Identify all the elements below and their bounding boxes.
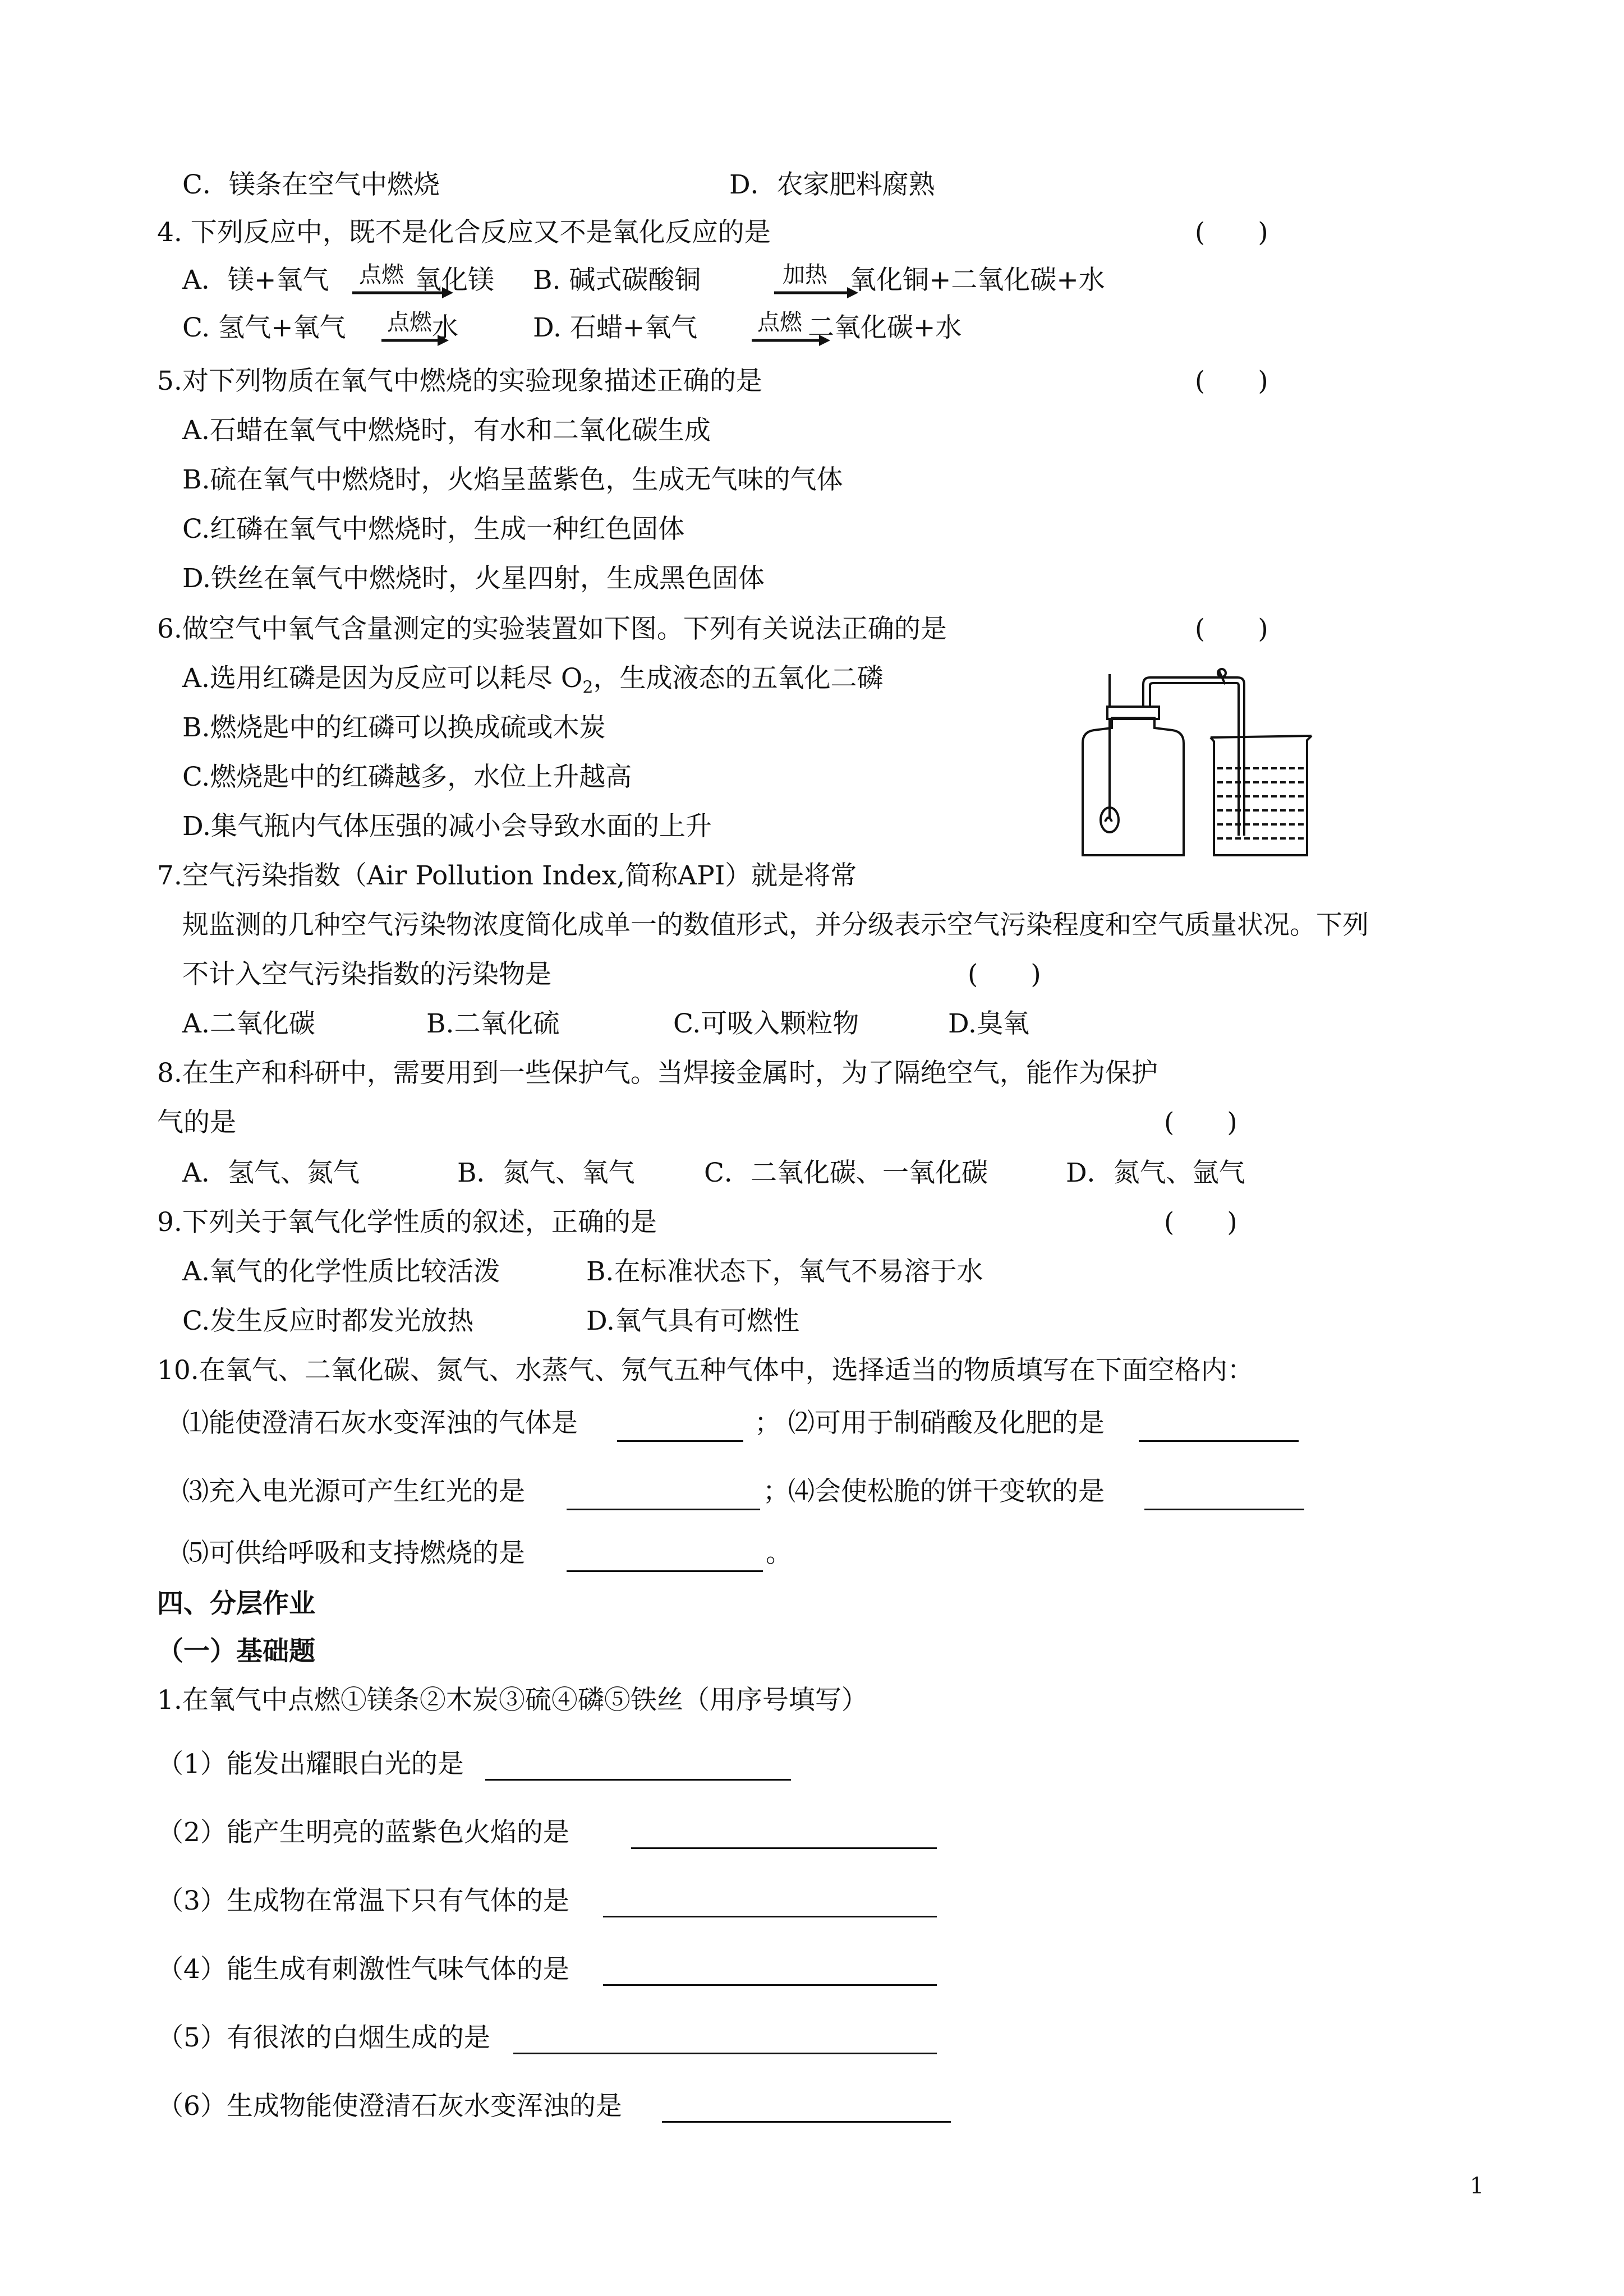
q3-option-c: C．镁条在空气中燃烧	[182, 169, 440, 200]
q10-answer-blank-2[interactable]	[1139, 1440, 1299, 1442]
q5-option-c: C.红磷在氧气中燃烧时，生成一种红色固体	[182, 514, 685, 545]
q4-option-d-left: D. 石蜡+氧气	[533, 312, 698, 343]
hw1-item-3: （3）生成物在常温下只有气体的是	[157, 1885, 569, 1916]
q5-paren: ( )	[1195, 366, 1268, 397]
q9-paren: ( )	[1164, 1207, 1237, 1238]
q7-line1: 7.空气污染指数（Air Pollution Index,简称API）就是将常	[157, 860, 857, 891]
subsection-heading: （一）基础题	[157, 1636, 315, 1667]
q10-period: 。	[766, 1538, 792, 1569]
q5-option-d: D.铁丝在氧气中燃烧时，火星四射，生成黑色固体	[182, 563, 765, 594]
q4-paren: ( )	[1195, 217, 1268, 248]
hw1-answer-blank-4[interactable]	[603, 1984, 937, 1986]
q4-option-c-right: 水	[432, 312, 458, 343]
q4-option-a-cond: 点燃	[359, 262, 404, 288]
q7-option-a: A.二氧化碳	[182, 1008, 315, 1039]
q4-stem: 4. 下列反应中，既不是化合反应又不是氧化反应的是	[157, 217, 771, 248]
q8-option-b: B．氮气、氧气	[457, 1158, 635, 1188]
hw1-item-4: （4）能生成有刺激性气味气体的是	[157, 1954, 569, 1985]
q10-prompt-1: ⑴能使澄清石灰水变浑浊的气体是	[182, 1408, 578, 1439]
q4-option-d-right: 二氧化碳+水	[808, 312, 962, 343]
page-number: 1	[1470, 2173, 1484, 2199]
hw1-item-1: （1）能发出耀眼白光的是	[157, 1749, 464, 1779]
q9-option-b: B.在标准状态下，氧气不易溶于水	[586, 1256, 983, 1287]
q6-paren: ( )	[1195, 614, 1268, 644]
q3-option-d: D．农家肥料腐熟	[729, 169, 935, 200]
q10-answer-blank-4[interactable]	[1144, 1509, 1304, 1510]
q10-answer-blank-1[interactable]	[617, 1440, 743, 1442]
q8-paren: ( )	[1164, 1107, 1237, 1138]
q8-option-c: C．二氧化碳、一氧化碳	[704, 1158, 988, 1188]
hw1-item-5: （5）有很浓的白烟生成的是	[157, 2022, 490, 2053]
q7-line2: 规监测的几种空气污染物浓度简化成单一的数值形式，并分级表示空气污染程度和空气质量状况。下列	[182, 910, 1369, 940]
q9-stem: 9.下列关于氧气化学性质的叙述，正确的是	[157, 1207, 657, 1238]
hw1-answer-blank-5[interactable]	[513, 2053, 937, 2054]
q10-answer-blank-3[interactable]	[567, 1509, 760, 1510]
q8-line1: 8.在生产和科研中，需要用到一些保护气。当焊接金属时，为了隔绝空气，能作为保护	[157, 1058, 1158, 1089]
section-heading: 四、分层作业	[157, 1588, 315, 1619]
hw1-item-6: （6）生成物能使澄清石灰水变浑浊的是	[157, 2091, 622, 2122]
hw1-answer-blank-3[interactable]	[603, 1916, 937, 1917]
q10-prompt-4: ⑷会使松脆的饼干变软的是	[788, 1476, 1105, 1507]
hw1-item-2: （2）能产生明亮的蓝紫色火焰的是	[157, 1817, 569, 1848]
q10-stem: 10.在氧气、二氧化碳、氮气、水蒸气、氖气五种气体中，选择适当的物质填写在下面空格内：	[157, 1355, 1254, 1386]
q5-option-b: B.硫在氧气中燃烧时，火焰呈蓝紫色，生成无气味的气体	[182, 464, 843, 495]
hw1-answer-blank-1[interactable]	[485, 1779, 791, 1781]
q9-option-d: D.氧气具有可燃性	[586, 1306, 799, 1336]
q7-option-b: B.二氧化硫	[426, 1008, 560, 1039]
q10-prompt-3: ⑶充入电光源可产生红光的是	[182, 1476, 525, 1507]
q4-option-c-left: C. 氢气+氧气	[182, 312, 346, 343]
q10-semicolon-2: ；	[763, 1476, 789, 1507]
q8-option-d: D．氮气、氩气	[1066, 1158, 1245, 1188]
hw1-answer-blank-2[interactable]	[631, 1847, 937, 1849]
q10-answer-blank-5[interactable]	[567, 1570, 763, 1572]
q8-option-a: A．氢气、氮气	[182, 1158, 360, 1188]
q4-option-b-left: B. 碱式碳酸铜	[533, 265, 701, 296]
q7-paren: ( )	[968, 959, 1041, 990]
q4-option-b-cond: 加热	[783, 262, 827, 288]
q6-option-d: D.集气瓶内气体压强的减小会导致水面的上升	[182, 811, 712, 842]
q5-stem: 5.对下列物质在氧气中燃烧的实验现象描述正确的是	[157, 366, 762, 397]
q10-prompt-2: ⑵可用于制硝酸及化肥的是	[788, 1408, 1105, 1439]
hw1-answer-blank-6[interactable]	[662, 2121, 951, 2123]
q8-line2: 气的是	[157, 1107, 236, 1138]
q7-option-c: C.可吸入颗粒物	[673, 1008, 859, 1039]
q7-option-d: D.臭氧	[948, 1008, 1029, 1039]
q6-option-a: A.选用红磷是因为反应可以耗尽 $O_2$，生成液态的五氧化二磷	[182, 663, 884, 698]
q4-option-c-cond: 点燃	[387, 310, 432, 335]
q10-prompt-5: ⑸可供给呼吸和支持燃烧的是	[182, 1538, 525, 1569]
q5-option-a: A.石蜡在氧气中燃烧时，有水和二氧化碳生成	[182, 415, 711, 446]
q6-option-b: B.燃烧匙中的红磷可以换成硫或木炭	[182, 712, 606, 743]
q7-line3: 不计入空气污染指数的污染物是	[182, 959, 551, 990]
q6-stem: 6.做空气中氧气含量测定的实验装置如下图。下列有关说法正确的是	[157, 614, 947, 644]
q9-option-c: C.发生反应时都发光放热	[182, 1306, 474, 1336]
q4-option-a-right: 氧化镁	[415, 265, 494, 296]
oxygen-measurement-apparatus	[1071, 667, 1313, 858]
hw1-stem: 1.在氧气中点燃①镁条②木炭③硫④磷⑤铁丝（用序号填写）	[157, 1685, 868, 1716]
q6-option-c: C.燃烧匙中的红磷越多，水位上升越高	[182, 762, 632, 792]
q10-semicolon-1: ；	[755, 1408, 781, 1439]
reaction-arrow-icon	[774, 286, 858, 299]
q9-option-a: A.氧气的化学性质比较活泼	[182, 1256, 500, 1287]
q4-option-a-left: A．镁+氧气	[182, 265, 329, 296]
q4-option-b-right: 氧化铜+二氧化碳+水	[850, 265, 1105, 296]
q4-option-d-cond: 点燃	[757, 310, 802, 335]
